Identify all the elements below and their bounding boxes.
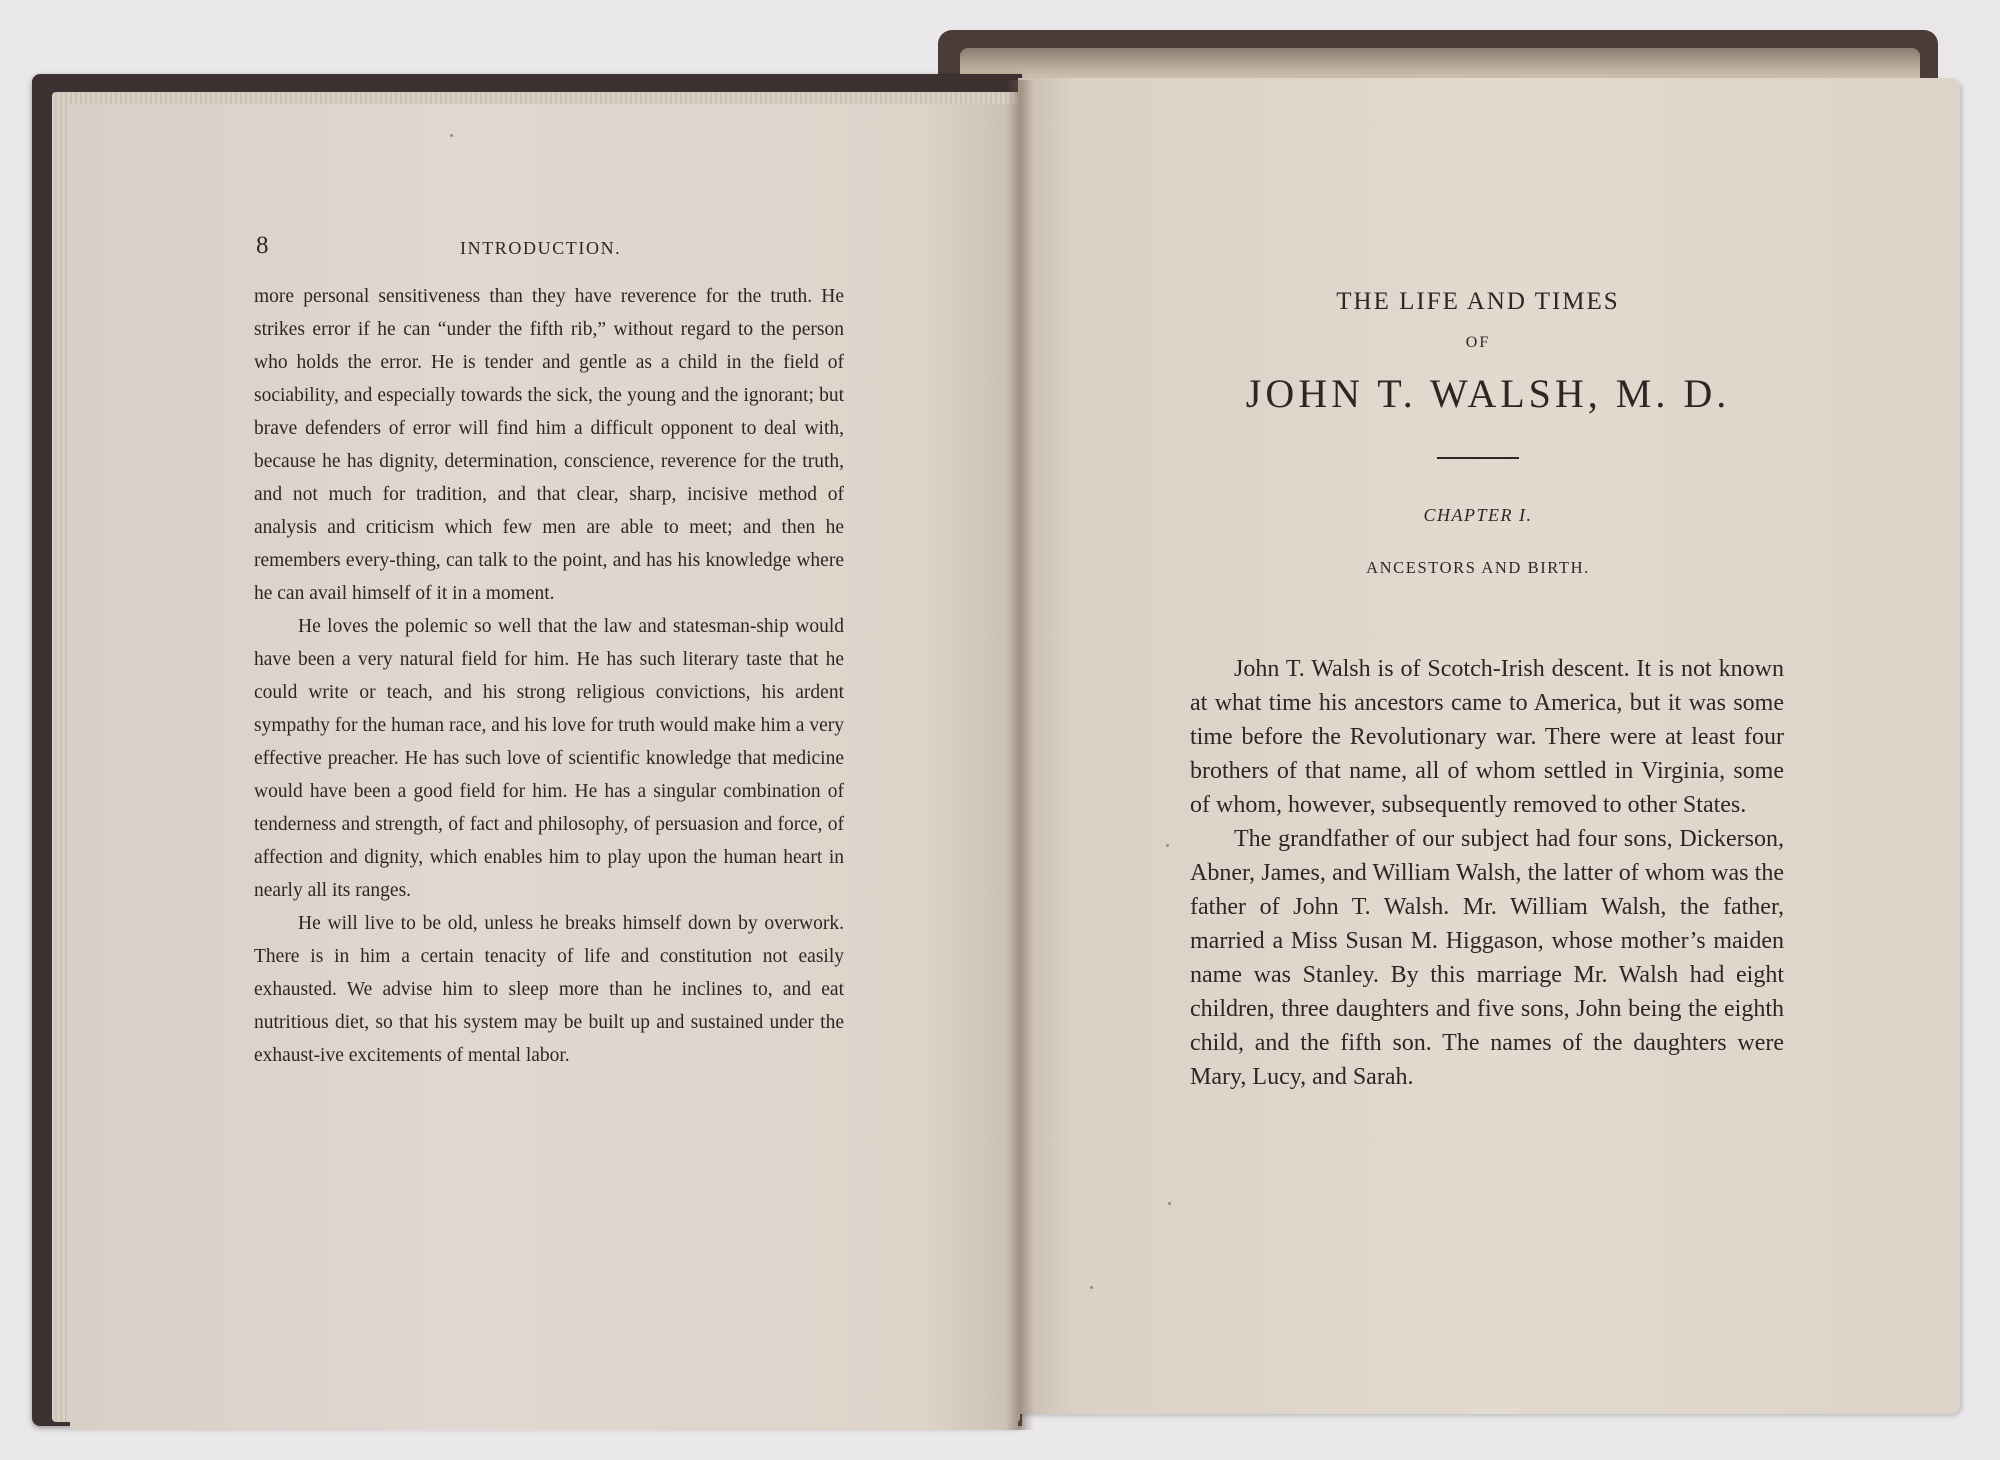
paper-speck: [450, 134, 453, 137]
left-paragraph-3: He will live to be old, unless he breaks himself down by overwork. There is in him a certain tenacity of life and constitution not easily exhausted. We advise him to sleep more than he inclines to, and eat nutritious diet, so that his system may be built up and sustained under the exhaust-ive excitements of mental labor.: [254, 913, 844, 1066]
left-page: [70, 104, 1018, 1430]
chapter-title-block: [1168, 288, 1788, 578]
running-title: INTRODUCTION.: [460, 238, 622, 258]
paper-speck: [1166, 844, 1169, 847]
book-gutter-shadow: [1006, 80, 1034, 1430]
right-page: [1018, 78, 1960, 1414]
chapter-label: CHAPTER I.: [1423, 505, 1533, 525]
left-page-body: [254, 280, 844, 1072]
right-paragraph-1: John T. Walsh is of Scotch-Irish descent. It is not known at what time his ancestors came to America, but it was some time before the Revolutionary war. There were at least four brothers of that name, all of whom settled in Virginia, some of whom, however, subsequently removed to other States.: [1190, 656, 1784, 818]
right-paragraph-2: The grandfather of our subject had four sons, Dickerson, Abner, James, and William Walsh, the latter of whom was the father of John T. Walsh. Mr. William Walsh, the father, married a Miss Susan M. Higgason, whose mother’s maiden name was Stanley. By this marriage Mr. Walsh had eight children, three daughters and five sons, John being the eighth child, and the fifth son. The names of the daughters were Mary, Lucy, and Sarah.: [1190, 826, 1784, 1090]
book-title-of: OF: [1465, 334, 1491, 351]
left-paragraph-2: He loves the polemic so well that the law and statesman-ship would have been a very natural field for him. He has such literary taste that he could write or teach, and his strong religious convictions, his ardent sympathy for the human race, and his love for truth would make him a very effective preacher. He has such love of scientific knowledge that medicine would have been a good field for him. He has a singular combination of tenderness and strength, of fact and philosophy, of persuasion and force, of affection and dignity, which enables him to play upon the human heart in nearly all its ranges.: [254, 616, 844, 901]
paper-speck: [1090, 1286, 1093, 1289]
book-title: THE LIFE AND TIMES: [1336, 288, 1620, 315]
book-subject-name: JOHN T. WALSH, M. D.: [1245, 371, 1731, 416]
right-page-body: [1190, 652, 1784, 1094]
title-rule: [1437, 457, 1519, 459]
page-block-top-edge: [960, 48, 1920, 78]
running-head: [70, 232, 1018, 272]
section-heading: ANCESTORS AND BIRTH.: [1366, 558, 1590, 577]
paper-speck: [1168, 1202, 1171, 1205]
left-paragraph-1: more personal sensitiveness than they have reverence for the truth. He strikes error if he can “under the fifth rib,” without regard to the person who holds the error. He is tender and gentle as a child in the field of sociability, and especially towards the sick, the young and the ignorant; but brave defenders of error will find him a difficult opponent to deal with, because he has dignity, determination, conscience, reverence for the truth, and not much for tradition, and that clear, sharp, incisive method of analysis and criticism which few men are able to meet; and then he remembers every-thing, can talk to the point, and has his knowledge where he can avail himself of it in a moment.: [254, 286, 844, 604]
page-number: 8: [256, 232, 269, 259]
